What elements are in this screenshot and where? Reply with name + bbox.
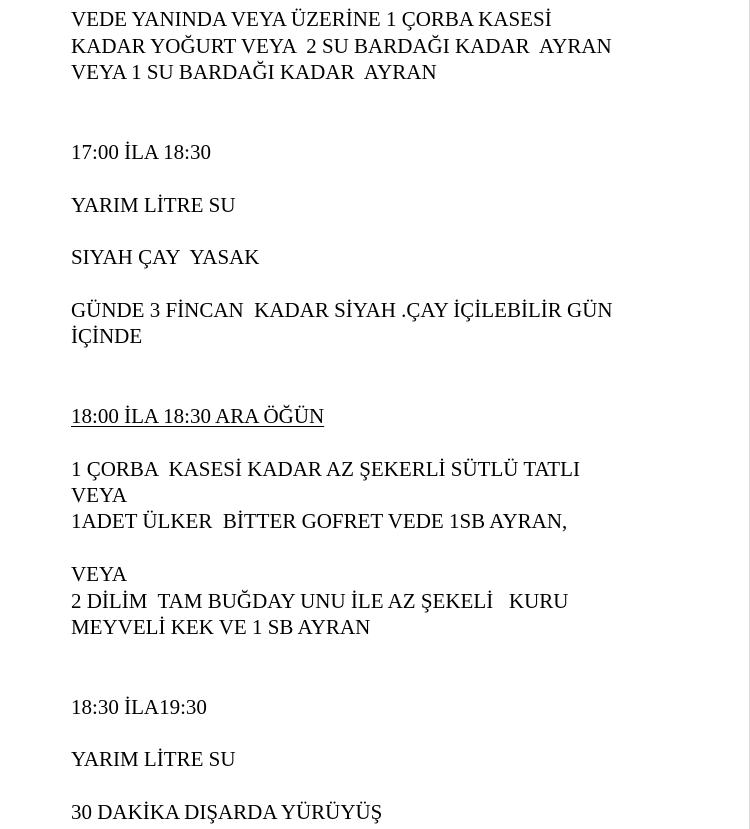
text-line-corba-kasesi: 1 ÇORBA KASESİ KADAR AZ ŞEKERLİ SÜTLÜ TATLI: [71, 457, 580, 481]
time-heading-1830: 18:30 İLA19:30: [71, 695, 207, 719]
text-line-gunde-3-fincan: GÜNDE 3 FİNCAN KADAR SİYAH .ÇAY İÇİLEBİLİR GÜN: [71, 298, 613, 322]
text-line-kadar-yogurt: KADAR YOĞURT VEYA 2 SU BARDAĞI KADAR AYRAN: [71, 34, 612, 58]
text-line-veya-1: VEYA: [71, 483, 127, 507]
text-line-meyveli-kek: MEYVELİ KEK VE 1 SB AYRAN: [71, 615, 371, 639]
text-line-yarim-litre-su-1: YARIM LİTRE SU: [71, 193, 236, 217]
text-line-siyah-cay-yasak: SIYAH ÇAY YASAK: [71, 245, 260, 269]
text-line-veya-2: VEYA: [71, 562, 127, 586]
section-heading-ara-ogun: 18:00 İLA 18:30 ARA ÖĞÜN: [71, 404, 325, 428]
text-line-veya-ayran: VEYA 1 SU BARDAĞI KADAR AYRAN: [71, 60, 437, 84]
time-heading-1700: 17:00 İLA 18:30: [71, 140, 211, 164]
text-line-ulker-gofret: 1ADET ÜLKER BİTTER GOFRET VEDE 1SB AYRAN,: [71, 509, 568, 533]
text-line-vede-yaninda: VEDE YANINDA VEYA ÜZERİNE 1 ÇORBA KASESİ: [71, 7, 552, 31]
text-line-icinde: İÇİNDE: [71, 324, 143, 348]
text-line-yarim-litre-su-2: YARIM LİTRE SU: [71, 747, 236, 771]
text-line-tam-bugday: 2 DİLİM TAM BUĞDAY UNU İLE AZ ŞEKELİ KURU: [71, 589, 569, 613]
text-line-yuruyus: 30 DAKİKA DIŞARDA YÜRÜYÜŞ: [71, 800, 383, 824]
